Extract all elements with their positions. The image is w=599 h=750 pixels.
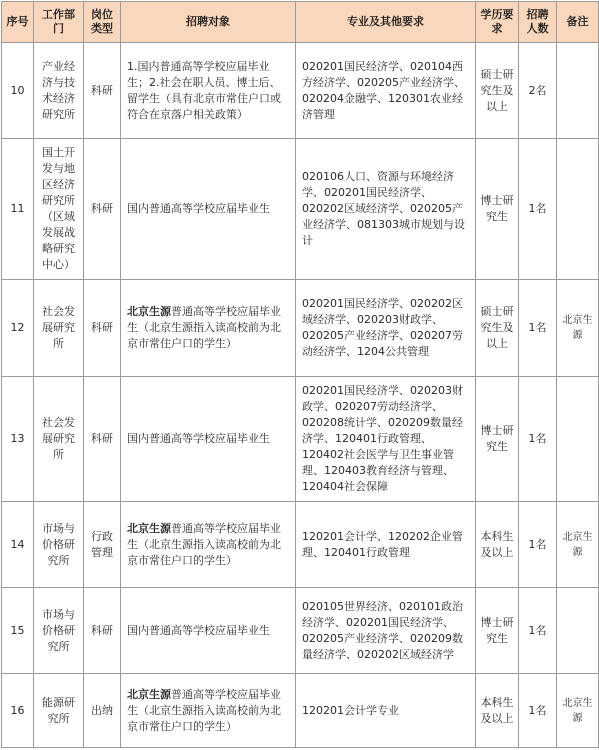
cell-no: 13 [2,377,34,502]
cell-type: 行政管理 [84,502,121,588]
target-text: 普通高等学校应届毕业生（北京生源指入读高校前为北京市常住户口的学生） [127,305,281,350]
table-row [2,377,599,502]
cell-dept: 市场与价格研究所 [34,588,84,674]
table-row [2,502,599,588]
target-text: 普通高等学校应届毕业生（北京生源指入读高校前为北京市常住户口的学生） [127,687,281,733]
cell-dept: 市场与价格研究所 [34,502,84,588]
cell-count: 1名 [519,280,557,377]
cell-dept: 社会发展研究所 [34,280,84,377]
table-row [2,139,599,280]
cell-type: 科研 [84,280,121,377]
cell-note [557,139,599,280]
cell-type: 科研 [84,43,121,139]
cell-edu: 硕士研究生及以上 [476,280,519,377]
cell-type: 科研 [84,139,121,280]
cell-edu: 博士研究生 [476,588,519,674]
table-row [2,43,599,139]
cell-no: 14 [2,502,34,588]
cell-count: 1名 [519,377,557,502]
header-note: 备注 [557,2,599,43]
cell-dept: 能源研究所 [34,674,84,748]
recruitment-table [1,1,599,748]
cell-major: 120201会计学专业 [296,674,476,748]
cell-no: 15 [2,588,34,674]
cell-target [121,502,296,588]
cell-count: 1名 [519,139,557,280]
target-bold: 北京生源 [127,521,171,535]
cell-dept: 社会发展研究所 [34,377,84,502]
header-type: 岗位类型 [84,2,121,43]
target-text: 普通高等学校应届毕业生（北京生源指入读高校前为北京市常住户口的学生） [127,521,281,567]
cell-target [121,280,296,377]
cell-count: 1名 [519,588,557,674]
header-major: 专业及其他要求 [296,2,476,43]
cell-note: 北京生源 [557,280,599,377]
cell-count: 1名 [519,502,557,588]
cell-major: 020106人口、资源与环境经济学、020201国民经济学、020202区域经济学、020205产业经济学、081303城市规划与设计 [296,139,476,280]
cell-no: 12 [2,280,34,377]
cell-dept: 产业经济与技术经济研究所 [34,43,84,139]
cell-note [557,377,599,502]
cell-major: 020201国民经济学、020203财政学、020207劳动经济学、020208统计学、020209数量经济学、120401行政管理、120402社会医学与卫生事业管理、120403教育经济与管理、120404社会保障 [296,377,476,502]
cell-edu: 本科生及以上 [476,502,519,588]
cell-type: 出纳 [84,674,121,748]
header-row [2,2,599,43]
cell-count: 1名 [519,674,557,748]
cell-edu: 博士研究生 [476,139,519,280]
cell-major: 020105世界经济、020101政治经济学、020201国民经济学、020205产业经济学、020209数量经济学、020202区域经济学 [296,588,476,674]
header-edu: 学历要求 [476,2,519,43]
header-count: 招聘人数 [519,2,557,43]
cell-major: 020201国民经济学、020104西方经济学、020205产业经济学、020204金融学、120301农业经济管理 [296,43,476,139]
cell-type: 科研 [84,588,121,674]
cell-type: 科研 [84,377,121,502]
cell-no: 11 [2,139,34,280]
table-row [2,588,599,674]
cell-note: 北京生源 [557,502,599,588]
target-bold: 北京生源 [127,687,171,701]
cell-target [121,588,296,674]
table-row [2,280,599,377]
cell-note [557,43,599,139]
target-text: 国内普通高等学校应届毕业生 [127,623,270,637]
cell-edu: 博士研究生 [476,377,519,502]
cell-note [557,588,599,674]
target-text: 国内普通高等学校应届毕业生 [127,202,270,215]
cell-note: 北京生源 [557,674,599,748]
target-text: 1.国内普通高等学校应届毕业生；2.社会在职人员、博士后、留学生（具有北京市常住户口或符合在京落户相关政策） [127,59,281,121]
cell-edu: 硕士研究生及以上 [476,43,519,139]
target-bold: 北京生源 [127,305,171,318]
cell-edu: 本科生及以上 [476,674,519,748]
cell-major: 120201会计学、120202企业管理、120401行政管理 [296,502,476,588]
cell-dept: 国土开发与地区经济研究所（区域发展战略研究中心） [34,139,84,280]
cell-target [121,139,296,280]
cell-no: 16 [2,674,34,748]
cell-count: 2名 [519,43,557,139]
cell-target [121,377,296,502]
table-row [2,674,599,748]
cell-major: 020201国民经济学、020202区域经济学、020203财政学、020205产业经济学、020207劳动经济学、1204公共管理 [296,280,476,377]
header-no: 序号 [2,2,34,43]
header-dept: 工作部门 [34,2,84,43]
cell-target [121,674,296,748]
header-target: 招聘对象 [121,2,296,43]
cell-target [121,43,296,139]
target-text: 国内普通高等学校应届毕业生 [127,432,270,445]
cell-no: 10 [2,43,34,139]
